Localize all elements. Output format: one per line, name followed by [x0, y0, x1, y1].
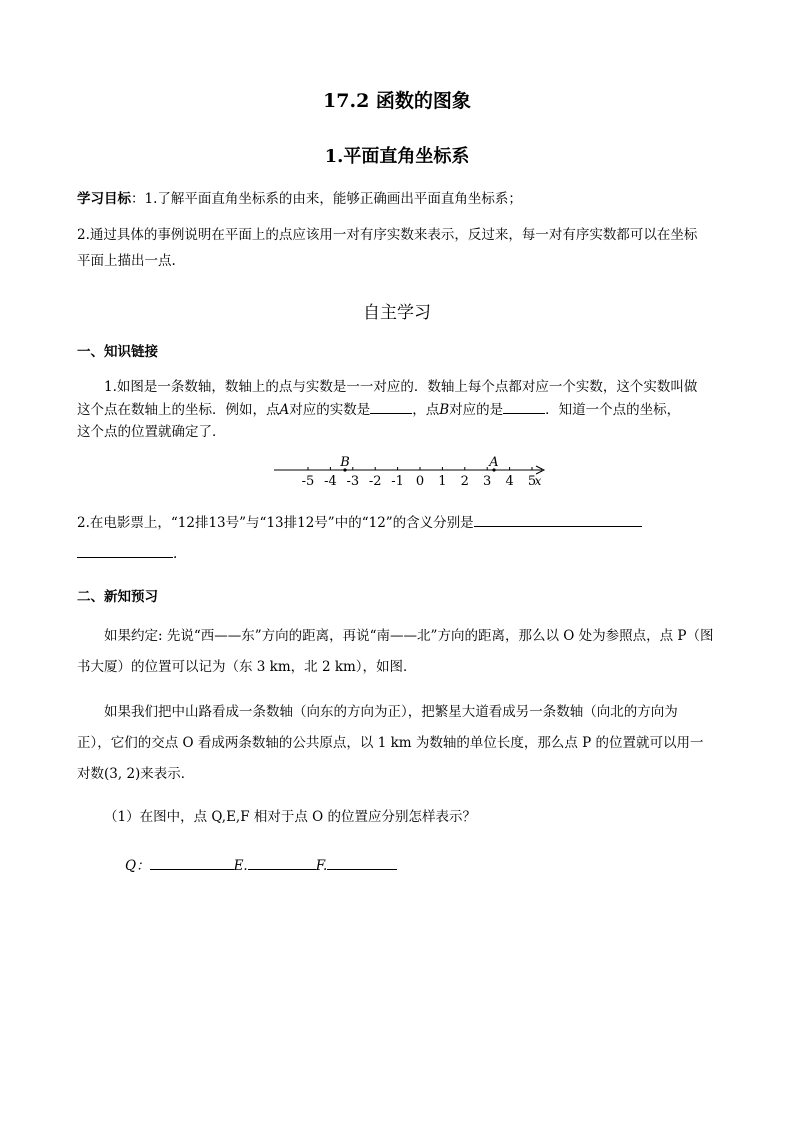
goal-item-2-line-2: 平面上描出一点.: [77, 253, 176, 269]
p1-line-1: 如果约定: 先说“西——东”方向的距离，再说“南——北”方向的距离，那么以 O 处为参照点，点 P（图: [104, 628, 714, 644]
answer-blank-b[interactable]: [503, 400, 545, 414]
number-line-label-b: B: [340, 455, 350, 470]
tick-label: -2: [368, 474, 382, 489]
q1-line-2: [77, 399, 680, 421]
q2-line: [77, 512, 642, 534]
answer-blank-q[interactable]: [150, 856, 234, 870]
answer-blank-a[interactable]: [370, 400, 412, 414]
answer-blank-q2-2[interactable]: [77, 544, 173, 558]
learning-goals-line: [77, 188, 522, 210]
tick-label: 0: [415, 474, 425, 489]
tick-label: -4: [324, 474, 337, 489]
q2-text: 2.在电影票上，“12排13号”与“13排12号”中的“12”的含义分别是: [77, 515, 474, 531]
tick-label: 5: [527, 474, 537, 489]
part2-heading: 二、新知预习: [77, 589, 158, 605]
goal-item-1: 1.了解平面直角坐标系的由来，能够正确画出平面直角坐标系；: [144, 191, 522, 207]
answer-e-label: E.: [233, 858, 248, 874]
p1-line-2: 书大厦）的位置可以记为（东 3 km，北 2 km），如图．: [77, 659, 417, 675]
tick-label: 3: [483, 474, 492, 489]
answer-blank-f[interactable]: [327, 856, 397, 870]
tick-label: -5: [301, 474, 315, 489]
answer-blank-e[interactable]: [248, 856, 316, 870]
answer-q-label: Q：: [125, 858, 150, 874]
goals-colon: ：: [131, 191, 145, 207]
q1-line-1: 1.如图是一条数轴，数轴上的点与实数是一一对应的．数轴上每个点都对应一个实数，这个实数叫做: [104, 379, 698, 395]
p2-line-1: 如果我们把中山路看成一条数轴（向东的方向为正），把繁星大道看成另一条数轴（向北的方向为: [104, 704, 678, 720]
tick-label: 4: [505, 474, 514, 489]
lesson-subtitle: 1.平面直角坐标系: [324, 146, 470, 167]
p2-line-2: 正），它们的交点 O 看成两条数轴的公共原点，以 1 km 为数轴的单位长度，那么点 P 的位置就可以用一: [77, 735, 704, 751]
p2-line-3: 对数(3, 2)来表示．: [77, 766, 195, 782]
tick-label: -3: [346, 474, 360, 489]
q1-line-3: 这个点的位置就确定了．: [77, 424, 226, 440]
q2-end: .: [173, 546, 178, 562]
number-line-axis-label: x: [534, 474, 542, 488]
answer-blank-q2-1[interactable]: [474, 513, 642, 527]
q2-line-2: [77, 543, 177, 565]
q1-text-c: ，点: [412, 402, 440, 418]
answer-f-label: F.: [315, 858, 328, 874]
goal-item-2-line-1: 2.通过具体的事例说明在平面上的点应该用一对有序实数来表示，反过来，每一对有序实数都可以在坐标: [77, 227, 698, 243]
answer-line: [125, 855, 397, 877]
part1-heading: 一、知识链接: [77, 344, 158, 360]
page-title: 17.2 函数的图象: [323, 90, 471, 112]
question-1: （1）在图中，点 Q,E,F 相对于点 O 的位置应分别怎样表示？: [104, 809, 477, 825]
number-line-figure: [268, 452, 553, 494]
tick-label: -1: [391, 474, 404, 489]
q1-text-a: 这个点在数轴上的坐标．例如，点: [77, 402, 280, 418]
tick-label: 2: [460, 474, 469, 489]
goals-label: 学习目标: [77, 191, 131, 207]
number-line-label-a: A: [489, 455, 499, 470]
q1-text-e: ．知道一个点的坐标，: [545, 402, 681, 418]
point-a-label: A: [279, 402, 290, 418]
q1-text-b: 对应的实数是: [289, 402, 371, 418]
section-heading: 自主学习: [363, 303, 431, 323]
point-b-label: B: [439, 402, 450, 418]
tick-label: 1: [438, 474, 447, 489]
q1-text-d: 对应的是: [449, 402, 504, 418]
